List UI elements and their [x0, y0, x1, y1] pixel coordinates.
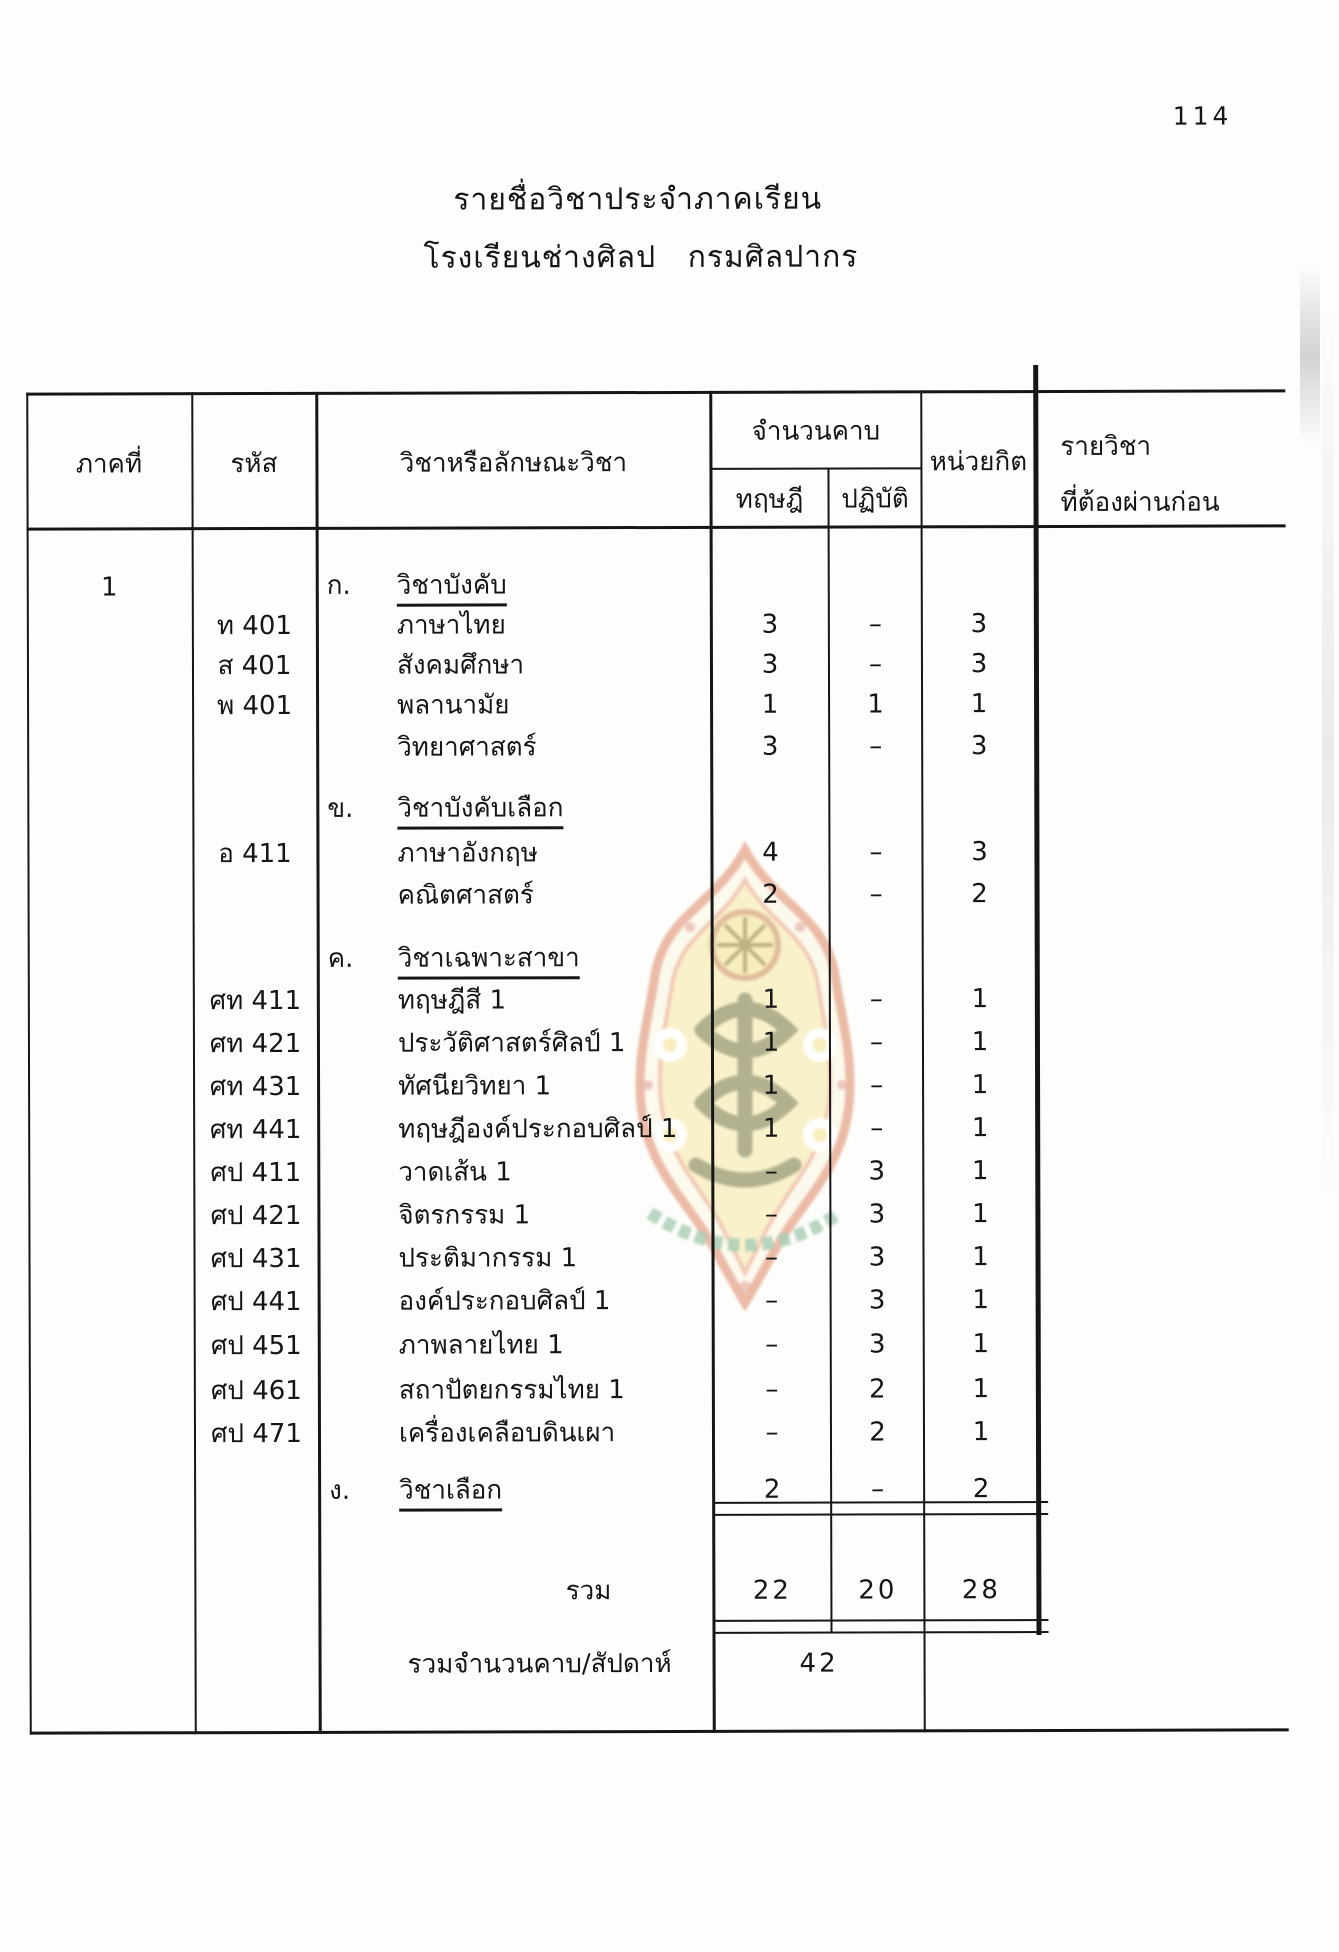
course-practice: 3 — [868, 1329, 886, 1360]
course-code: ศท 431 — [209, 1071, 302, 1103]
course-practice: 3 — [868, 1156, 886, 1187]
page-number: 114 — [1172, 101, 1233, 131]
course-practice: 3 — [868, 1199, 886, 1230]
course-credits: 1 — [971, 984, 989, 1015]
course-name: สถาปัตยกรรมไทย 1 — [398, 1375, 625, 1406]
course-credits: 1 — [972, 1199, 989, 1230]
section-title-text: วิชาบังคับ — [397, 570, 507, 606]
course-name: วิทยาศาสตร์ — [397, 732, 537, 763]
course-code: ศป 461 — [210, 1375, 302, 1407]
course-credits: 1 — [971, 1070, 989, 1101]
course-name: จิตรกรรม 1 — [398, 1200, 531, 1231]
section-title-text: วิชาเลือก — [399, 1475, 502, 1511]
course-name: ประติมากรรม 1 — [398, 1243, 578, 1274]
course-code: ส 401 — [217, 650, 292, 682]
section-title — [398, 940, 580, 976]
course-theory: 3 — [761, 609, 779, 640]
course-code: ศป 451 — [210, 1330, 302, 1362]
course-code: ศป 411 — [210, 1157, 302, 1189]
divider-code-subject — [315, 392, 322, 1734]
header-periods: จำนวนคาบ — [751, 416, 881, 447]
header-code: รหัส — [230, 448, 278, 480]
course-name: วาดเส้น 1 — [398, 1157, 512, 1188]
periods-header-split-line — [710, 467, 921, 470]
course-theory: – — [764, 1199, 778, 1230]
course-theory: – — [765, 1285, 779, 1316]
course-credits: 3 — [971, 837, 988, 868]
course-theory: – — [765, 1417, 779, 1448]
course-name: คณิตศาสตร์ — [397, 880, 534, 911]
course-practice: – — [869, 1027, 883, 1058]
course-credits: 1 — [972, 1285, 989, 1316]
course-theory: 4 — [762, 837, 779, 868]
course-code — [193, 878, 318, 914]
course-code: ศป 421 — [210, 1200, 302, 1232]
header-subject: วิชาหรือลักษณะวิชา — [399, 448, 628, 479]
course-practice: – — [871, 1474, 885, 1505]
course-practice: – — [869, 837, 883, 868]
course-theory: – — [765, 1374, 779, 1405]
course-name: ภาพลายไทย 1 — [398, 1330, 564, 1361]
course-name: พลานามัย — [397, 690, 510, 721]
course-credits: 1 — [971, 1156, 989, 1187]
course-theory: 1 — [762, 1070, 780, 1101]
course-practice: 1 — [867, 689, 884, 720]
header-bottom-line — [27, 524, 1286, 530]
course-code: ศป 441 — [210, 1286, 302, 1318]
section-title — [397, 790, 563, 826]
course-credits: 1 — [971, 1113, 989, 1144]
course-practice: 3 — [868, 1285, 886, 1316]
section-title — [397, 567, 507, 603]
divider-term-code — [191, 392, 197, 1734]
course-name: ทฤษฎีสี 1 — [397, 985, 507, 1016]
section-letter: ก. — [326, 570, 351, 601]
course-practice: – — [870, 1070, 884, 1101]
course-theory: 1 — [762, 1027, 780, 1058]
course-code: ศท 421 — [209, 1028, 302, 1060]
course-name: องค์ประกอบศิลป์ 1 — [398, 1286, 611, 1317]
section-title-text: วิชาบังคับเลือก — [397, 793, 563, 829]
course-practice: – — [868, 649, 883, 680]
totals-box-top-line-2 — [713, 1513, 1048, 1516]
totals-theory: 22 — [752, 1575, 792, 1606]
course-code: ท 401 — [216, 610, 292, 642]
header-prereq-line2: ที่ต้องผ่านก่อน — [1060, 487, 1220, 518]
weekly-total-label: รวมจำนวนคาบ/สัปดาห์ — [407, 1648, 672, 1680]
course-practice: – — [870, 1113, 884, 1144]
course-theory: 3 — [761, 649, 779, 680]
section-title-text: วิชาเฉพาะสาขา — [398, 943, 580, 979]
term-value: 1 — [100, 572, 118, 603]
course-theory: 2 — [763, 1474, 781, 1505]
course-practice: – — [869, 879, 883, 910]
header-theory: ทฤษฎี — [735, 484, 804, 515]
course-practice: – — [868, 609, 882, 640]
section-title — [399, 1472, 502, 1508]
course-credits: 3 — [970, 731, 988, 762]
page-title: รายชื่อวิชาประจำภาคเรียน — [453, 181, 823, 218]
table-border-top — [26, 389, 1285, 395]
totals-label: รวม — [565, 1576, 612, 1607]
course-name: ภาษาอังกฤษ — [397, 838, 538, 869]
weekly-total-value: 42 — [799, 1648, 839, 1679]
course-theory: – — [765, 1329, 779, 1360]
header-practice: ปฏิบัติ — [841, 484, 909, 515]
header-prereq-line1: รายวิชา — [1060, 431, 1152, 462]
page-subtitle: โรงเรียนช่างศิลป กรมศิลปากร — [423, 239, 859, 276]
section-letter: ง. — [329, 1475, 351, 1506]
course-theory: 1 — [761, 689, 779, 720]
course-name: ภาษาไทย — [396, 610, 506, 641]
course-code: ศท 411 — [209, 985, 302, 1017]
course-credits: 2 — [971, 879, 988, 910]
totals-credits: 28 — [961, 1575, 1001, 1606]
divider-subject-theory — [709, 391, 716, 1733]
course-name: ทฤษฎีองค์ประกอบศิลป์ 1 — [398, 1113, 678, 1145]
course-code — [192, 730, 317, 766]
totals-box-bottom-line-2 — [713, 1631, 1048, 1634]
course-credits: 3 — [970, 649, 988, 680]
course-practice: 3 — [868, 1242, 886, 1273]
course-credits: 1 — [972, 1374, 990, 1405]
totals-box-bottom-line-1 — [713, 1619, 1048, 1622]
course-credits: 3 — [970, 609, 988, 640]
course-practice: – — [869, 984, 883, 1015]
course-credits: 1 — [972, 1417, 990, 1448]
course-code: ศป 471 — [210, 1418, 302, 1450]
course-theory: 1 — [762, 984, 780, 1015]
table-border-bottom — [30, 1728, 1289, 1734]
course-credits: 1 — [972, 1242, 989, 1273]
header-term: ภาคที่ — [75, 449, 143, 480]
course-theory: 3 — [761, 731, 779, 762]
course-credits: 2 — [972, 1474, 990, 1505]
course-code: พ 401 — [217, 690, 293, 722]
course-theory: – — [764, 1156, 778, 1187]
course-name: ประวัติศาสตร์ศิลป์ 1 — [397, 1028, 626, 1059]
course-name: สังคมศึกษา — [396, 650, 525, 681]
course-practice: 2 — [869, 1417, 886, 1448]
course-practice: – — [869, 731, 883, 762]
course-theory: – — [764, 1242, 779, 1273]
course-theory: 1 — [762, 1113, 780, 1144]
course-code: อ 411 — [218, 838, 292, 870]
course-credits: 1 — [971, 1027, 989, 1058]
course-name: ทัศนียวิทยา 1 — [398, 1071, 552, 1102]
course-code: ศท 441 — [209, 1114, 302, 1146]
section-letter: ค. — [327, 943, 354, 974]
course-credits: 1 — [970, 689, 988, 720]
course-practice: 2 — [869, 1374, 886, 1405]
course-name: เครื่องเคลือบดินเผา — [398, 1418, 616, 1449]
course-theory: 2 — [762, 879, 779, 910]
course-code: ศป 431 — [210, 1243, 302, 1275]
section-letter: ข. — [327, 793, 354, 824]
divider-practice-credits — [920, 390, 926, 1732]
header-credits: หน่วยกิต — [929, 447, 1028, 478]
totals-practice: 20 — [858, 1575, 898, 1606]
course-credits: 1 — [972, 1329, 990, 1360]
